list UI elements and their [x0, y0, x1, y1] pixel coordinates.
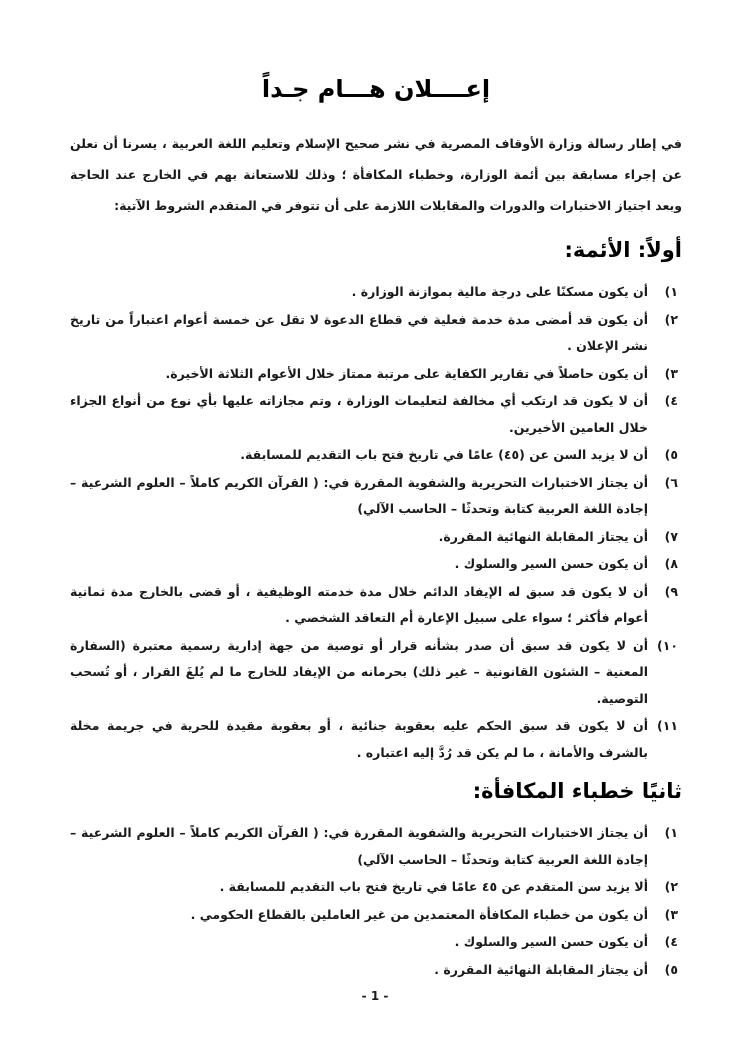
item-number: ٣) — [664, 365, 678, 381]
list-item — [70, 524, 682, 551]
imams-conditions-list — [70, 279, 682, 766]
item-text: أن لا يزيد السن عن (٤٥) عامًا في تاريخ فتح باب التقديم للمسابقة. — [240, 447, 648, 462]
list-item — [70, 307, 682, 360]
item-text: أن لا يكون قد سبق له الإيفاد الدائم خلال مدة خدمته الوظيفية ، أو قضى بالخارج مدة ثمانية أعوام فأكثر ؛ سواء على سبيل الإعارة أم التعاقد الشخصي . — [70, 583, 648, 625]
item-number: ٥) — [664, 447, 678, 462]
item-text: أن يجتاز الاختبارات التحريرية والشفوية المقررة في: ( القرآن الكريم كاملاً – العلوم الشرعية – إجادة اللغة العربية كتابة وتحدثًا – الحاسب الآلي) — [70, 474, 648, 516]
item-text: أن لا يكون قد ارتكب أي مخالفة لتعليمات الوزارة ، وتم مجازاته عليها بأي نوع من أنواع الجزاء خلال العامين الأخيرين. — [70, 393, 648, 435]
list-item — [70, 442, 682, 469]
reward-preachers-conditions-list — [70, 820, 682, 983]
list-item — [70, 633, 682, 713]
item-text: أن يكون حسن السير والسلوك . — [454, 556, 648, 571]
item-text: أن يكون حسن السير والسلوك . — [454, 934, 648, 949]
item-number: ١) — [664, 825, 678, 840]
item-text: أن يجتاز الاختبارات التحريرية والشفوية المقررة في: ( القرآن الكريم كاملاً – العلوم الشرعية – إجادة اللغة العربية كتابة وتحدثًا – الحاسب الآلي) — [70, 825, 648, 867]
item-text: أن يجتاز المقابلة النهائية المقررة. — [438, 528, 648, 544]
item-number: ١) — [664, 284, 678, 299]
item-number: ١٠) — [657, 637, 678, 653]
item-text: أن يجتاز المقابلة النهائية المقررة . — [434, 961, 648, 977]
list-item — [70, 388, 682, 441]
item-text: أن يكون قد أمضى مدة خدمة فعلية في قطاع الدعوة لا تقل عن خمسة أعوام اعتباراً من تاريخ نشر الإعلان . — [70, 311, 648, 353]
list-item — [70, 361, 682, 388]
page-title: إعــــلان هـــام جـداً — [261, 75, 491, 103]
item-number: ١١) — [657, 718, 678, 733]
item-number: ٤) — [664, 393, 678, 408]
list-item — [70, 902, 682, 929]
item-number: ٤) — [664, 934, 678, 949]
intro-paragraph: في إطار رسالة وزارة الأوقاف المصرية في نشر صحيح الإسلام وتعليم اللغة العربية ، يسرنا أن نعلن عن إجراء مسابقة بين أئمة الوزارة، وخطباء المكافأة ؛ وذلك للاستعانة بهم في الخارج عند الحاجة وبعد اجتياز الاختبارات والدورات والمقابلات اللازمة على أن تتوفر في المتقدم الشروط الآتية: — [70, 136, 682, 213]
list-item — [70, 820, 682, 873]
section-heading-imams: أولاً: الأئمة: — [564, 238, 682, 262]
item-number: ٢) — [664, 879, 678, 894]
item-number: ٣) — [664, 906, 678, 922]
item-number: ٢) — [664, 311, 678, 327]
list-item — [70, 929, 682, 956]
item-text: أن يكون من خطباء المكافأة المعتمدين من غير العاملين بالقطاع الحكومي . — [190, 906, 648, 922]
item-text: ألا يزيد سن المتقدم عن ٤٥ عامًا في تاريخ فتح باب التقديم للمسابقة . — [219, 879, 648, 894]
item-number: ٩) — [664, 583, 678, 599]
item-text: أن يكون حاصلاً في تقارير الكفاية على مرتبة ممتاز خلال الأعوام الثلاثة الأخيرة. — [165, 365, 648, 381]
list-item — [70, 713, 682, 766]
list-item — [70, 957, 682, 984]
section-heading-reward-preachers: ثانيًا خطباء المكافأة: — [472, 779, 682, 803]
list-item — [70, 470, 682, 523]
item-number: ٥) — [664, 961, 678, 977]
item-number: ٨) — [664, 556, 678, 571]
item-number: ٦) — [664, 474, 678, 490]
page-number: - 1 - — [361, 989, 389, 1003]
item-text: أن لا يكون قد سبق الحكم عليه بعقوبة جنائية ، أو بعقوبة مقيدة للحرية في جريمة مخلة بالشرف والأمانة ، ما لم يكن قد رُدَّ إليه اعتباره . — [70, 718, 648, 760]
list-item — [70, 551, 682, 578]
list-item — [70, 279, 682, 306]
item-text: أن يكون مسكنًا على درجة مالية بموازنة الوزارة . — [351, 284, 648, 299]
item-number: ٧) — [664, 528, 678, 544]
list-item — [70, 874, 682, 901]
list-item — [70, 579, 682, 632]
item-text: أن لا يكون قد سبق أن صدر بشأنه قرار أو توصية من جهة إدارية رسمية معتبرة (السفارة المعنية – الشئون القانونية – غير ذلك) بحرمانه من الإيفاد للخارج ما لم يُلغَ القرار ، أو تُسحب التوصية. — [70, 637, 648, 706]
